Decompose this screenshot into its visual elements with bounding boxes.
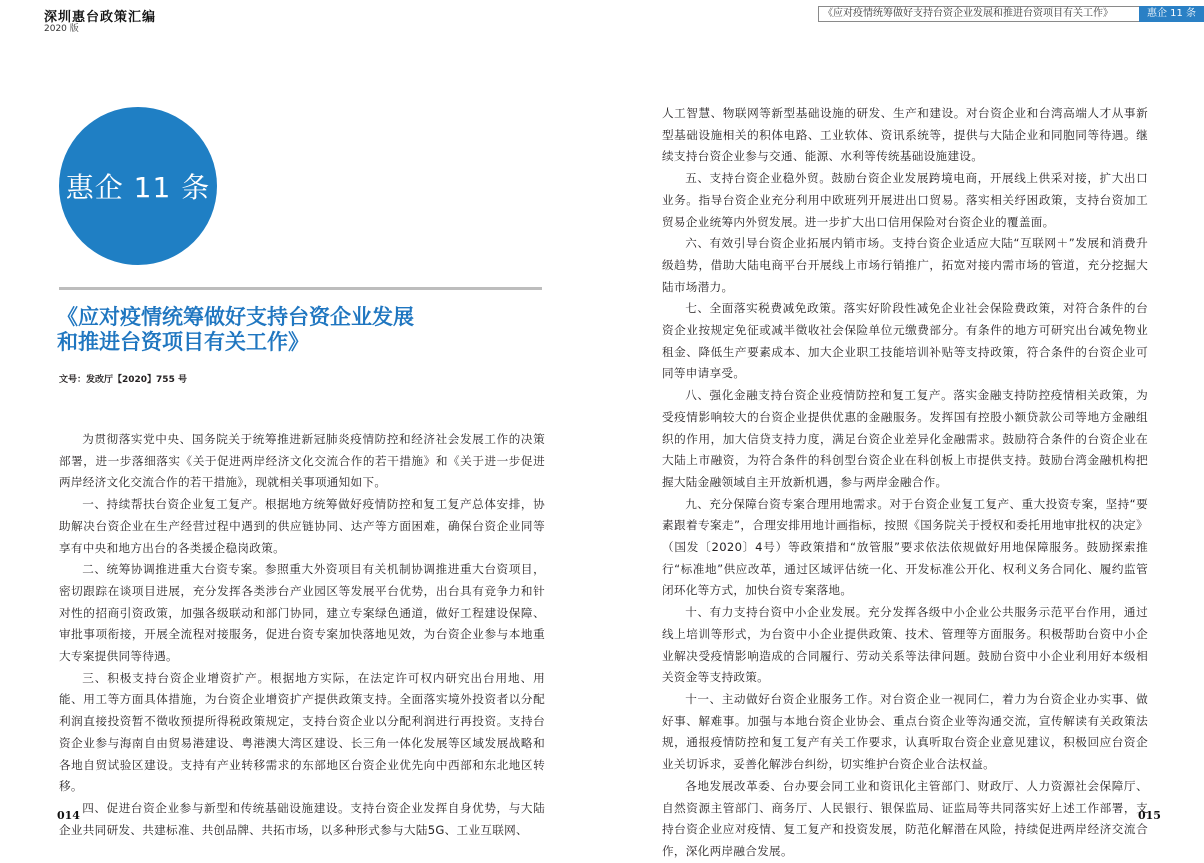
paragraph: 各地发展改革委、台办要会同工业和资讯化主管部门、财政厅、人力资源社会保障厅、自然资源主管部门、商务厅、人民银行、银保监局、证监局等共同落实好上述工作部署，支持台资企业应对疫情、复工复产和投资发展，防范化解潜在风险，持续促进两岸经济交流合作，深化两岸融合发展。 [662, 778, 1148, 858]
page-number-right: 015 [1138, 809, 1161, 822]
document-number: 文号：发改厅【2020】755 号 [59, 375, 187, 385]
paragraph: 一、持续帮扶台资企业复工复产。根据地方统筹做好疫情防控和复工复产总体安排，协助解决台资企业在生产经营过程中遇到的供应链协同、达产等方面困难，确保台资企业同等享有中央和地方出台的各类援企稳岗政策。 [59, 497, 545, 555]
section-badge [59, 107, 217, 265]
left-body-text [59, 429, 545, 841]
right-body-text [662, 103, 1148, 863]
page-number-left: 014 [57, 809, 80, 822]
running-header-doc-title: 《应对疫情统筹做好支持台资企业发展和推进台资项目有关工作》 [818, 6, 1139, 22]
running-header-section-tag: 惠企 11 条 [1139, 6, 1204, 22]
paragraph: 十一、主动做好台资企业服务工作。对台资企业一视同仁，着力为台资企业办实事、做好事、解难事。加强与本地台资企业协会、重点台资企业等沟通交流，宣传解读有关政策法规，通报疫情防控和复工复产有关工作要求，认真听取台资企业意见建议，积极回应台资企业关切诉求，妥善化解涉台纠纷，切实维护台资企业合法权益。 [662, 691, 1148, 772]
paragraph: 九、充分保障台资专案合理用地需求。对于台资企业复工复产、重大投资专案，坚持“要素跟着专案走”，合理安排用地计画指标，按照《国务院关于授权和委托用地审批权的决定》（国发〔2020〕4号）等政策措和“放管服”要求依法依规做好用地保障服务。鼓励探索推行“标准地”供应改革，通过区域评估统一化、开发标准公开化、权利义务合同化、履约监管闭环化等方式，加快台资专案落地。 [662, 496, 1148, 598]
paragraph-continued: 人工智慧、物联网等新型基础设施的研发、生产和建设。对台资企业和台湾高端人才从事新型基础设施相关的积体电路、工业软体、资讯系统等，提供与大陆企业和同胞同等待遇。继续支持台资企业参与交通、能源、水利等传统基础设施建设。 [662, 106, 1148, 164]
paragraph: 三、积极支持台资企业增资扩产。根据地方实际，在法定许可权内研究出台用地、用能、用工等方面具体措施，为台资企业增资扩产提供政策支持。全面落实境外投资者以分配利润直接投资暂不徵收预提所得税政策规定，支持台资企业以分配利润进行再投资。支持台资企业参与海南自由贸易港建设、粤港澳大湾区建设、长三角一体化发展等区域发展战略和各地自贸试验区建设。支持有产业转移需求的东部地区台资企业优先向中西部和东北地区转移。 [59, 670, 545, 794]
document-title-line-2: 和推进台资项目有关工作》 [57, 330, 309, 354]
paragraph: 二、统筹协调推进重大台资专案。参照重大外资项目有关机制协调推进重大台资项目，密切跟踪在谈项目进展，充分发挥各类涉台产业园区等发展平台优势，出台具有竞争力和针对性的招商引资政策，加强各级联动和部门协同，建立专案绿色通道，做好工程建设保障、审批事项衔接，开展全流程对接服务，促进台资专案加快落地见效，为台资企业参与本地重大专案提供同等待遇。 [59, 562, 545, 664]
right-page [602, 0, 1204, 858]
paragraph: 五、支持台资企业稳外贸。鼓励台资企业发展跨境电商，开展线上供采对接，扩大出口业务。指导台资企业充分利用中欧班列开展进出口贸易。落实相关纾困政策，支持台资加工贸易企业统筹内外贸发展。进一步扩大出口信用保险对台资企业的覆盖面。 [662, 171, 1148, 229]
paragraph: 八、强化金融支持台资企业疫情防控和复工复产。落实金融支持防控疫情相关政策，为受疫情影响较大的台资企业提供优惠的金融服务。发挥国有控股小额贷款公司等地方金融组织的作用，加大信贷支持力度，满足台资企业差异化金融需求。鼓励符合条件的台资企业在大陆上市融资，为符合条件的科创型台资企业在科创板上市提供支持。鼓励台湾金融机构把握大陆金融领域自主开放新机遇，参与两岸金融合作。 [662, 388, 1148, 489]
paragraph: 六、有效引导台资企业拓展内销市场。支持台资企业适应大陆“互联网＋”发展和消费升级趋势，借助大陆电商平台开展线上市场行销推广，拓宽对接内需市场的管道，充分挖掘大陆市场潜力。 [662, 236, 1148, 294]
book-title: 深圳惠台政策汇编 [44, 10, 157, 25]
document-title-line-1: 《应对疫情统筹做好支持台资企业发展 [57, 305, 414, 329]
document-title [57, 305, 547, 355]
paragraph: 四、促进台资企业参与新型和传统基础设施建设。支持台资企业发挥自身优势，与大陆企业共同研发、共建标准、共创品牌、共拓市场，以多种形式参与大陆5G、工业互联网、 [59, 800, 545, 837]
running-header [818, 6, 1204, 22]
book-edition: 2020 版 [44, 24, 79, 34]
paragraph: 七、全面落实税费减免政策。落实好阶段性减免企业社会保险费政策，对符合条件的台资企业按规定免征或减半徵收社会保险单位元缴费部分。有条件的地方可研究出台减免物业租金、降低生产要素成本、加大企业职工技能培训补贴等支持政策，符合条件的台资企业可同等申请享受。 [662, 301, 1148, 381]
section-badge-text: 惠企 11 条 [65, 171, 211, 204]
paragraph: 十、有力支持台资中小企业发展。充分发挥各级中小企业公共服务示范平台作用，通过线上培训等形式，为台资中小企业提供政策、技术、管理等方面服务。积极帮助台资中小企业解决受疫情影响造成的合同履行、劳动关系等法律问题。鼓励台资中小企业利用好本级相关资金等支持政策。 [662, 605, 1148, 685]
left-page [0, 0, 602, 837]
title-divider [59, 287, 542, 290]
paragraph: 为贯彻落实党中央、国务院关于统筹推进新冠肺炎疫情防控和经济社会发展工作的决策部署，进一步落细落实《关于促进两岸经济文化交流合作的若干措施》和《关于进一步促进两岸经济文化交流合作的若干措施》，现就相关事项通知如下。 [59, 432, 545, 490]
